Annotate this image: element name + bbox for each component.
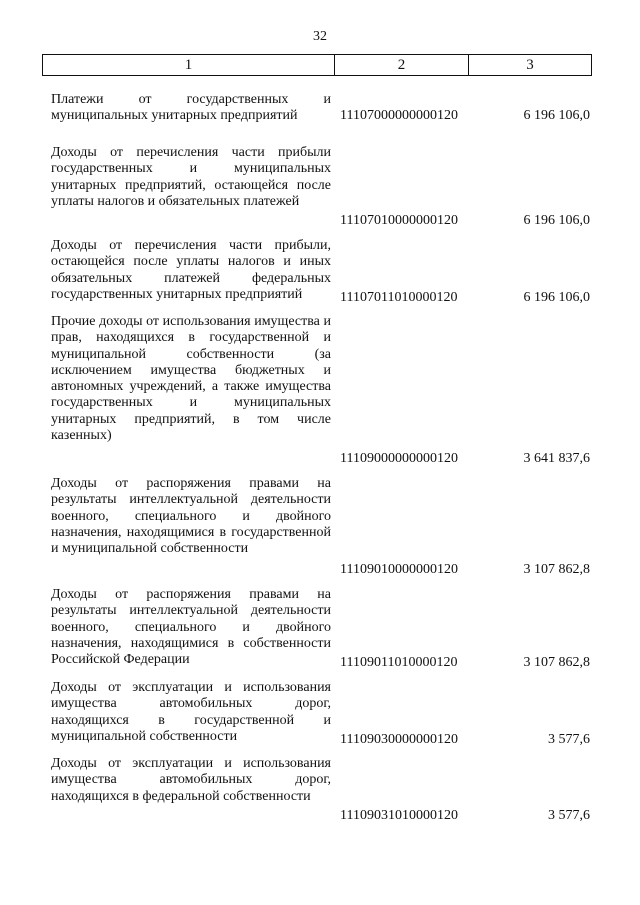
row-amount: 6 196 106,0 (523, 290, 590, 305)
column-header-1: 1 (43, 55, 335, 76)
column-header-2: 2 (335, 55, 469, 76)
page-number: 32 (313, 29, 327, 44)
row-description: Доходы от перечисления части прибыли государственных и муниципальных унитарных предприятий, остающейся после уплаты налогов и обязательных платежей (51, 145, 331, 209)
row-amount: 3 641 837,6 (523, 451, 590, 466)
row-code: 11109030000000120 (340, 732, 458, 747)
row-code: 11107000000000120 (340, 108, 458, 123)
row-code: 11109011010000120 (340, 655, 458, 670)
row-code: 11107011010000120 (340, 290, 458, 305)
row-description: Доходы от распоряжения правами на результаты интеллектуальной деятельности военного, специального и двойного назначения, находящимися в собственности Российской Федерации (51, 587, 331, 668)
row-code: 11109010000000120 (340, 562, 458, 577)
row-description: Доходы от перечисления части прибыли, остающейся после уплаты налогов и иных обязательных платежей федеральных государственных унитарных предприятий (51, 238, 331, 302)
row-description: Прочие доходы от использования имущества и прав, находящихся в государственной и муниципальной собственности (за исключением имущества бюджетных и автономных учреждений, а также имущества государственных и муниципальных унитарных предприятий, в том числе казенных) (51, 314, 331, 444)
column-header-table (42, 54, 592, 76)
row-amount: 3 107 862,8 (523, 562, 590, 577)
row-amount: 3 577,6 (548, 732, 590, 747)
row-code: 11107010000000120 (340, 213, 458, 228)
row-amount: 6 196 106,0 (523, 213, 590, 228)
row-amount: 3 577,6 (548, 808, 590, 823)
row-amount: 3 107 862,8 (523, 655, 590, 670)
row-code: 11109031010000120 (340, 808, 458, 823)
row-description: Доходы от эксплуатации и использования имущества автомобильных дорог, находящихся в государственной и муниципальной собственности (51, 680, 331, 744)
column-header-3: 3 (469, 55, 592, 76)
row-description: Доходы от эксплуатации и использования имущества автомобильных дорог, находящихся в федеральной собственности (51, 756, 331, 804)
row-description: Доходы от распоряжения правами на результаты интеллектуальной деятельности военного, специального и двойного назначения, находящимися в государственной и муниципальной собственности (51, 476, 331, 557)
row-description: Платежи от государственных и муниципальных унитарных предприятий (51, 92, 331, 124)
row-code: 11109000000000120 (340, 451, 458, 466)
row-amount: 6 196 106,0 (523, 108, 590, 123)
column-header-row (43, 55, 592, 76)
